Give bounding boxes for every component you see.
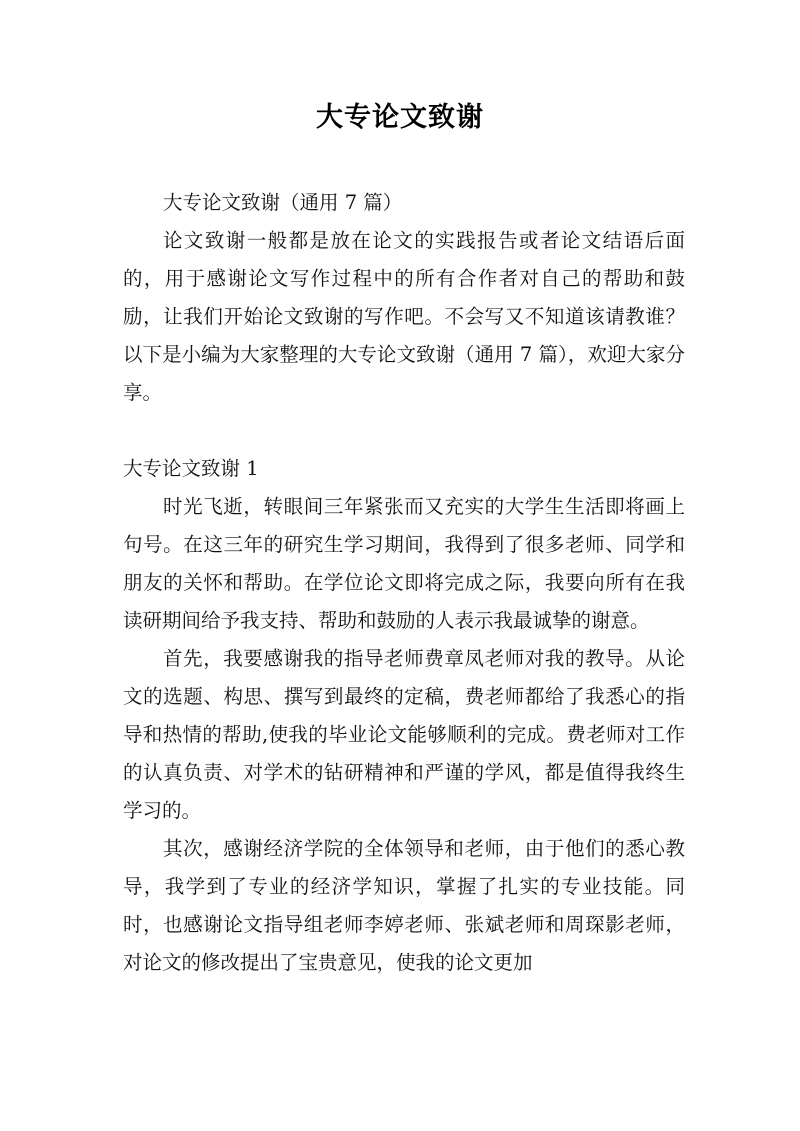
intro-paragraph: 论文致谢一般都是放在论文的实践报告或者论文结语后面的，用于感谢论文写作过程中的所有合作者对自己的帮助和鼓励，让我们开始论文致谢的写作吧。不会写又不知道该请教谁？以下是小编为大家整理的大专论文致谢（通用 7 篇），欢迎大家分享。 [123,229,685,404]
paragraph-spacer [123,412,685,450]
document-body [123,184,685,982]
document-subtitle: 大专论文致谢（通用 7 篇） [163,191,403,214]
document-title: 大专论文致谢 [316,102,484,133]
section-heading: 大专论文致谢 1 [123,457,259,480]
body-paragraph: 首先，我要感谢我的指导老师费章凤老师对我的教导。从论文的选题、构思、撰写到最终的定稿，费老师都给了我悉心的指导和热情的帮助,使我的毕业论文能够顺利的完成。费老师对工作的认真负责、对学术的钻研精神和严谨的学风，都是值得我终生学习的。 [123,647,685,822]
body-paragraph: 其次，感谢经济学院的全体领导和老师，由于他们的悉心教导，我学到了专业的经济学知识，掌握了扎实的专业技能。同时，也感谢论文指导组老师李婷老师、张斌老师和周琛影老师，对论文的修改提出了宝贵意见，使我的论文更加 [123,837,685,974]
body-paragraph: 时光飞逝，转眼间三年紧张而又充实的大学生生活即将画上句号。在这三年的研究生学习期间，我得到了很多老师、同学和朋友的关怀和帮助。在学位论文即将完成之际，我要向所有在我读研期间给予我支持、帮助和鼓励的人表示我最诚挚的谢意。 [123,495,685,632]
